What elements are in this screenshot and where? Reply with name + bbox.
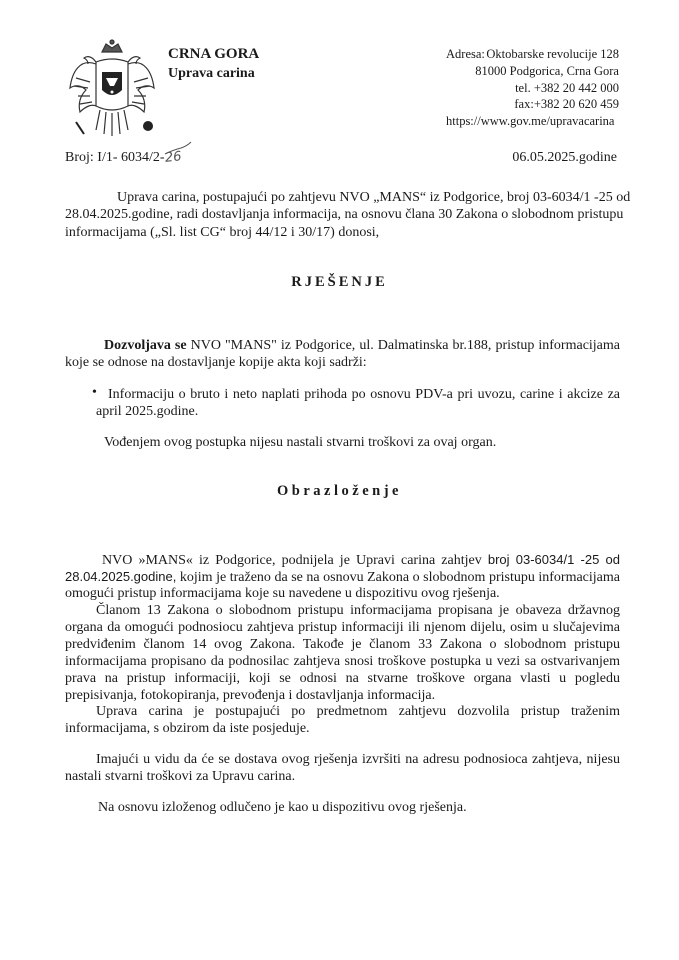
reasoning-p1-l1-b: broj 03-6034/1 -25 od bbox=[487, 552, 621, 567]
bullet-line-2: april 2025.godine. bbox=[96, 404, 199, 419]
document-date: 06.05.2025.godine bbox=[512, 150, 617, 165]
reasoning-p5: Na osnovu izloženog odlučeno je kao u dispozitivu ovog rješenja. bbox=[98, 800, 467, 815]
reasoning-p4-line-2: nastali stvarni troškovi za Upravu carina. bbox=[65, 769, 296, 784]
intro-line-1: Uprava carina, postupajući po zahtjevu NVO „MANS“ iz Podgorice, broj 03-6034/1 -25 od bbox=[117, 190, 631, 205]
handwritten-suffix: 26 bbox=[163, 149, 182, 166]
reasoning-p3-line-1: Uprava carina je postupajući po predmetnom zahtjevu dozvolila pristup traženim bbox=[96, 704, 620, 719]
reasoning-p2-line-5: prava na pristup informaciji, koji se odnosi na stvarne troškove organa vlasti u pogledu bbox=[65, 671, 620, 686]
reasoning-title: Obrazloženje bbox=[277, 483, 402, 499]
reasoning-p2-line-1: Članom 13 Zakona o slobodnom pristupu informacijama propisana je obaveza državnog bbox=[96, 603, 620, 618]
intro-line-3: informacijama („Sl. list CG“ broj 44/12 i 30/17) donosi, bbox=[65, 225, 380, 240]
bullet-dot: • bbox=[92, 385, 97, 400]
reasoning-p2-line-6: prepisivanja, fotokopiranja, prevođenja i dostavljanja informacija. bbox=[65, 688, 436, 703]
decision-line-1 bbox=[104, 337, 620, 354]
bullet-line-1: Informaciju o bruto i neto naplati prihoda po osnovu PDV-a pri uvozu, carine i akcize za bbox=[108, 387, 620, 402]
address-label: Adresa: bbox=[446, 47, 485, 61]
decision-title: RJEŠENJE bbox=[291, 274, 388, 290]
decision-costs: Vođenjem ovog postupka nijesu nastali stvarni troškovi za ovaj organ. bbox=[104, 435, 497, 450]
reasoning-p1-l1-a: NVO »MANS« iz Podgorice, podnijela je Upravi carina zahtjev bbox=[102, 553, 482, 568]
reasoning-p1-l2-a: 28.04.2025.godine, bbox=[65, 569, 177, 584]
decision-bold-lead: Dozvoljava se bbox=[104, 338, 187, 353]
reasoning-p1-line-1 bbox=[102, 551, 620, 569]
fax: fax:+382 20 620 459 bbox=[514, 97, 619, 111]
reference-number-text: Broj: I/1- 6034/2- bbox=[65, 150, 165, 165]
reasoning-p2-line-2: organa da omogući podnosiocu zahtjeva pristup informaciji ili njenom dijelu, osim u slučajevima bbox=[65, 620, 620, 635]
reasoning-p2-line-3: predviđenim članom 14 ovog Zakona. Takođe je članom 33 Zakona o slobodnom pristupu bbox=[65, 637, 620, 652]
intro-line-2: 28.04.2025.godine, radi dostavljanja informacija, na osnovu člana 30 Zakona o slobodnom pristupu bbox=[65, 207, 624, 222]
reasoning-p3-line-2: informacijama, s obzirom da iste posjeduje. bbox=[65, 721, 310, 736]
phone: tel. +382 20 442 000 bbox=[515, 81, 619, 95]
address-city: 81000 Podgorica, Crna Gora bbox=[475, 64, 619, 78]
decision-line-1-rest: NVO "MANS" iz Podgorice, ul. Dalmatinska br.188, pristup informacijama bbox=[186, 338, 620, 353]
reasoning-p1-line-3: omogući pristup informacijama koje su navedene u dispozitivu ovog rješenja. bbox=[65, 586, 500, 601]
org-name: CRNA GORA bbox=[168, 46, 260, 62]
reasoning-p1-line-2 bbox=[65, 568, 620, 586]
decision-line-2: koje se odnose na dostavljanje kopije akta koji sadrži: bbox=[65, 355, 367, 370]
reasoning-p2-line-4: informacijama propisano da podnosilac zahtjeva snosi troškove postupka u vezi sa ostvarivanjem bbox=[65, 654, 620, 669]
address-street: Oktobarske revolucije 128 bbox=[486, 47, 619, 61]
coat-of-arms-emblem bbox=[66, 38, 158, 138]
org-unit: Uprava carina bbox=[168, 66, 255, 81]
website: https://www.gov.me/upravacarina bbox=[446, 114, 615, 128]
reasoning-p4-line-1: Imajući u vidu da će se dostava ovog rješenja izvršiti na adresu podnosioca zahtjeva, nijesu bbox=[96, 752, 620, 767]
handwritten-flourish bbox=[163, 140, 193, 158]
reasoning-p1-l2-b: kojim je traženo da se na osnovu Zakona o slobodnom pristupu informacijama bbox=[176, 570, 620, 585]
